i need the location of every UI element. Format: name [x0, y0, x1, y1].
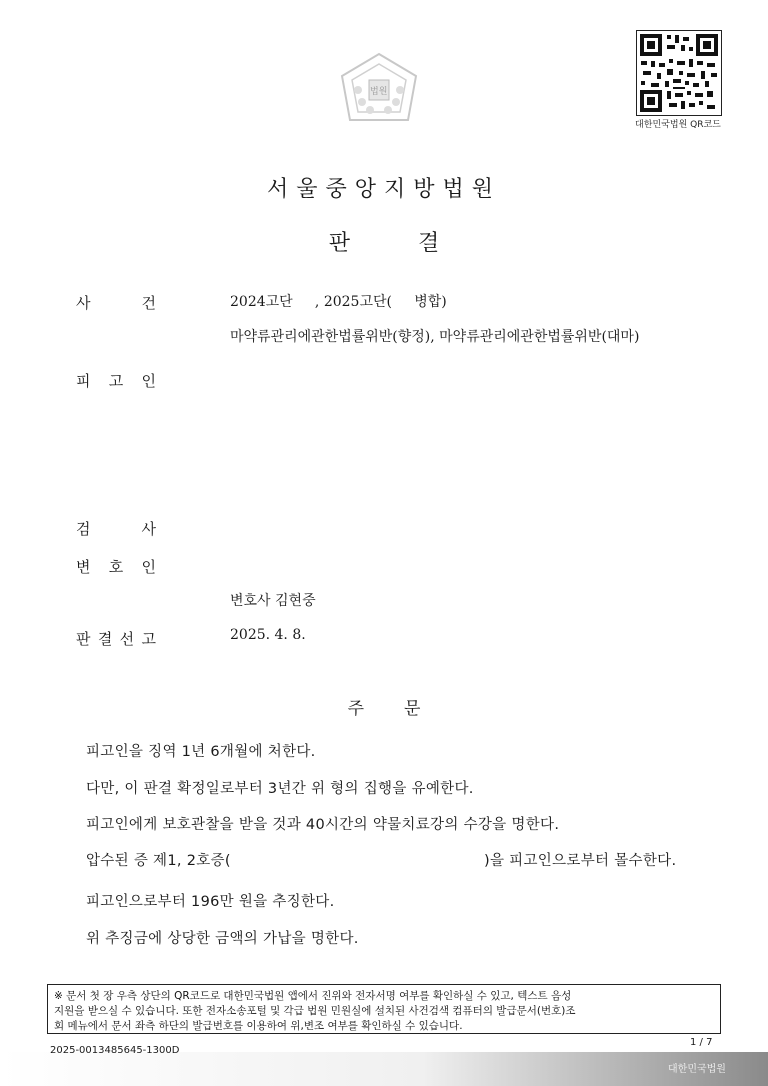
court-name: 서울중앙지방법원 [266, 177, 502, 202]
case-number: 2024고단 , 2025고단( 병합) [230, 294, 447, 310]
court-emblem [336, 50, 422, 130]
order-item-tail: )을 피고인으로부터 몰수한다. [484, 853, 677, 869]
order-item: 피고인으로부터 196만 원을 추징한다. [86, 894, 335, 910]
qr-code[interactable] [636, 30, 722, 116]
order-item: 위 추징금에 상당한 금액의 가납을 명한다. [86, 931, 359, 947]
order-item: 피고인을 징역 1년 6개월에 처한다. [86, 744, 316, 760]
doc-title-char: 결 [418, 231, 440, 256]
case-charge: 마약류관리에관한법률위반(향정), 마약류관리에관한법률위반(대마) [230, 329, 640, 345]
page-number: 1 / 7 [690, 1037, 713, 1048]
qr-caption: 대한민국법원 QR코드 [635, 120, 721, 130]
issuance-number: 2025-0013485645-1300D [50, 1045, 180, 1056]
counsel-name: 변호사 김현중 [230, 593, 316, 609]
order-section-title: 주 문 [347, 699, 421, 719]
doc-title [0, 226, 768, 257]
judgment-date-label: 판 결 선 고 [76, 630, 156, 648]
defendant-label: 피 고 인 [76, 372, 156, 390]
notice-line: ※ 문서 첫 장 우측 상단의 QR코드로 대한민국법원 앱에서 진위와 전자서명 여부를 확인하실 수 있고, 텍스트 음성 [54, 990, 572, 1002]
counsel-label: 변 호 인 [76, 558, 156, 576]
judgment-date: 2025. 4. 8. [230, 627, 306, 643]
notice-line: 회 메뉴에서 문서 좌측 하단의 발급번호를 이용하여 위,변조 여부를 확인하실 수 있습니다. [54, 1020, 463, 1032]
order-item: 압수된 증 제1, 2호증( [86, 853, 231, 869]
footer-bar [0, 1052, 768, 1086]
case-label: 사 건 [76, 294, 156, 312]
qr-code-icon [637, 31, 721, 115]
prosecutor-label: 검 사 [76, 520, 156, 538]
emblem-text: 법원 [370, 87, 388, 97]
footer-brand: 대한민국법원 [668, 1064, 726, 1075]
doc-title-char: 판 [328, 231, 350, 256]
order-item: 피고인에게 보호관찰을 받을 것과 40시간의 약물치료강의 수강을 명한다. [86, 817, 560, 833]
verification-notice [47, 984, 721, 1034]
notice-line: 지원을 받으실 수 있습니다. 또한 전자소송포털 및 각급 법원 민원실에 설치된 사건검색 컴퓨터의 발급문서(번호)조 [54, 1005, 576, 1017]
order-item: 다만, 이 판결 확정일로부터 3년간 위 형의 집행을 유예한다. [86, 781, 474, 797]
